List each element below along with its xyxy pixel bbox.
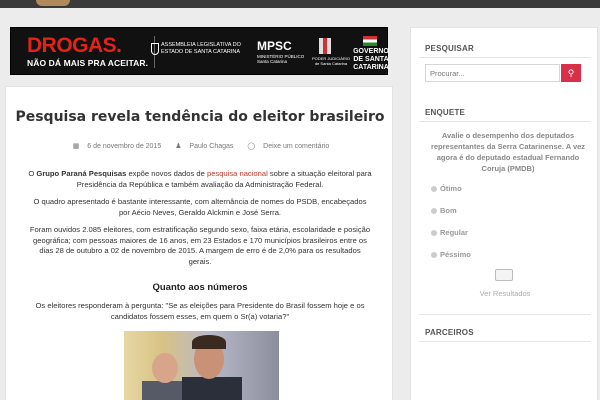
user-icon: ♟	[175, 143, 182, 150]
alesc-text: ASSEMBLEIA LEGISLATIVA DO ESTADO DE SANTA CATARINA	[161, 42, 241, 55]
partners-heading: PARCEIROS	[425, 328, 474, 337]
post-comment-link[interactable]: Deixe um comentário	[263, 143, 330, 150]
radio-icon[interactable]	[431, 208, 437, 214]
mpsc-logo: MPSC	[257, 39, 292, 53]
p1-group-name: Grupo Paraná Pesquisas	[36, 169, 127, 178]
option-label: Péssimo	[440, 250, 471, 259]
post-title[interactable]: Pesquisa revela tendência do eleitor brasileiro	[15, 109, 385, 125]
photo-person-left	[142, 381, 186, 400]
p1-text-d: sobre a situação eleitoral para Presidência da República e também avaliação da Administração Federal.	[76, 169, 372, 189]
photo-face-left	[152, 353, 178, 383]
post-author[interactable]: Paulo Chagas	[189, 143, 234, 150]
comment-icon: ◯	[247, 143, 256, 150]
radio-icon[interactable]	[431, 252, 437, 258]
poll-option-otimo[interactable]	[431, 184, 462, 193]
radio-icon[interactable]	[431, 186, 437, 192]
option-label: Ótimo	[440, 184, 462, 193]
poll-heading: ENQUETE	[425, 108, 466, 117]
poll-option-bom[interactable]	[431, 206, 457, 215]
judiciary-logo-icon	[319, 38, 331, 54]
option-label: Bom	[440, 206, 457, 215]
sidebar	[410, 27, 598, 400]
search-icon: ⚲	[567, 68, 575, 78]
post-photo[interactable]	[124, 331, 279, 400]
banner-subline: NÃO DÁ MAIS PRA ACEITAR.	[27, 58, 149, 68]
mpsc-subtitle: MINISTÉRIO PÚBLICO Santa Catarina	[257, 54, 305, 64]
banner-headline: DROGAS.	[27, 34, 122, 57]
post-meta	[36, 142, 366, 150]
post-paragraph-1	[28, 169, 372, 190]
divider	[419, 57, 591, 58]
divider	[419, 314, 591, 315]
top-bar	[0, 0, 600, 8]
photo-person-center	[182, 377, 242, 400]
post-date[interactable]: 6 de novembro de 2015	[87, 143, 162, 150]
vote-button[interactable]	[495, 269, 513, 281]
radio-icon[interactable]	[431, 230, 437, 236]
search-heading: PESQUISAR	[425, 44, 474, 53]
calendar-icon: ▦	[72, 143, 80, 150]
post-paragraph-2: O quadro apresentado é bastante interessante, com alternância de nomes do PSDB, encabeçados por Aécio Neves, Geraldo Alckmin e José Serra.	[33, 197, 367, 217]
divider	[419, 121, 591, 122]
judiciary-text: PODER JUDICIÁRIO de Santa Catarina	[311, 56, 350, 66]
post-article	[5, 86, 393, 400]
alesc-logo	[161, 42, 251, 56]
government-logo: GOVERNO DE SANTA CATARINA	[353, 48, 389, 71]
post-paragraph-3: Foram ouvidos 2.085 eleitores, com estratificação segundo sexo, faixa etária, escolaridade e posição geográfica; com pessoas maiores de 16 anos, em 23 Estados e 170 municípios brasileiros entre os dias 28 de outubro a 02 de novembro de 2015. A margem de erro é de 2,0% para os resultados gerais.	[29, 225, 371, 266]
photo-hair-center	[192, 335, 226, 349]
header-image	[36, 0, 70, 6]
search-input[interactable]	[425, 64, 560, 82]
view-results-link[interactable]: Ver Resultados	[479, 289, 531, 298]
p1-text-a: O	[28, 169, 37, 178]
pesquisa-nacional-link[interactable]: pesquisa nacional	[206, 169, 268, 178]
divider	[419, 341, 591, 342]
option-label: Regular	[440, 228, 468, 237]
post-paragraph-4: Os eleitores responderam à pergunta: "Se as eleições para Presidente do Brasil fossem hoje e os candidatos fossem esses, em quem o Sr(a) votaria?"	[35, 301, 365, 321]
poll-question: Avalie o desempenho dos deputados representantes da Serra Catarinense. A vez agora é do deputado estadual Fernando Coruja (PMDB)	[430, 131, 586, 173]
poll-option-regular[interactable]	[431, 228, 468, 237]
alesc-emblem-icon	[151, 43, 159, 55]
sc-flag-icon	[363, 36, 377, 46]
sponsor-banner[interactable]	[10, 27, 388, 75]
search-button[interactable]	[561, 64, 581, 82]
poll-option-pessimo[interactable]	[431, 250, 471, 259]
section-heading: Quanto aos números	[152, 282, 248, 293]
p1-text-c: expõe novos dados de	[126, 169, 207, 178]
